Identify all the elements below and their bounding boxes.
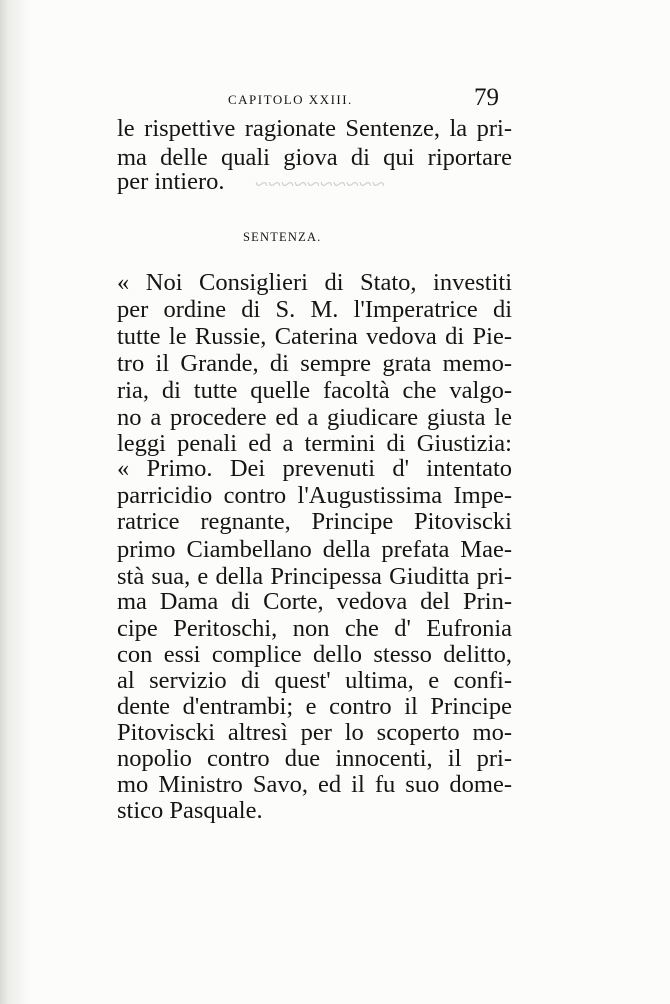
text-line: ria, di tutte quelle facoltà che valgo-: [117, 377, 512, 404]
text-line: primo Ciambellano della prefata Mae-: [117, 536, 512, 563]
text-line: tro il Grande, di sempre grata memo-: [117, 350, 512, 377]
bleed-through-1: ~~~~~~~~~~: [255, 172, 385, 198]
text-line: ma Dama di Corte, vedova del Prin-: [117, 588, 512, 615]
text-line: parricidio contro l'Augustissima Impe-: [117, 482, 512, 509]
section-heading: SENTENZA.: [243, 230, 322, 244]
text-line: ma delle quali giova di qui riportare: [117, 144, 512, 171]
text-line: no a procedere ed a giudicare giusta le: [117, 404, 512, 431]
binding-shadow: [0, 0, 30, 1004]
text-line: nopolio contro due innocenti, il pri-: [117, 745, 512, 772]
text-line: per ordine di S. M. l'Imperatrice di: [117, 296, 512, 323]
text-line: Pitoviscki altresì per lo scoperto mo-: [117, 719, 512, 746]
text-line: dente d'entrambi; e contro il Principe: [117, 693, 512, 720]
text-line: le rispettive ragionate Sentenze, la pri-: [117, 115, 512, 142]
text-line: tutte le Russie, Caterina vedova di Pie-: [117, 323, 512, 350]
text-line: « Noi Consiglieri di Stato, investiti: [117, 269, 512, 296]
text-line: cipe Peritoschi, non che d' Eufronia: [117, 615, 512, 642]
text-line: per intiero.: [117, 168, 225, 195]
running-head: CAPITOLO XXIII.: [228, 92, 353, 107]
text-line: stà sua, e della Principessa Giuditta pri-: [117, 563, 512, 590]
page-number: 79: [474, 84, 499, 111]
text-line: leggi penali ed a termini di Giustizia:: [117, 430, 512, 457]
text-line: mo Ministro Savo, ed il fu suo dome-: [117, 771, 512, 798]
text-line: al servizio di quest' ultima, e confi-: [117, 667, 512, 694]
text-line: stico Pasquale.: [117, 797, 263, 824]
text-line: « Primo. Dei prevenuti d' intentato: [117, 455, 512, 482]
text-line: ratrice regnante, Principe Pitoviscki: [117, 508, 512, 535]
text-line: con essi complice dello stesso delitto,: [117, 641, 512, 668]
